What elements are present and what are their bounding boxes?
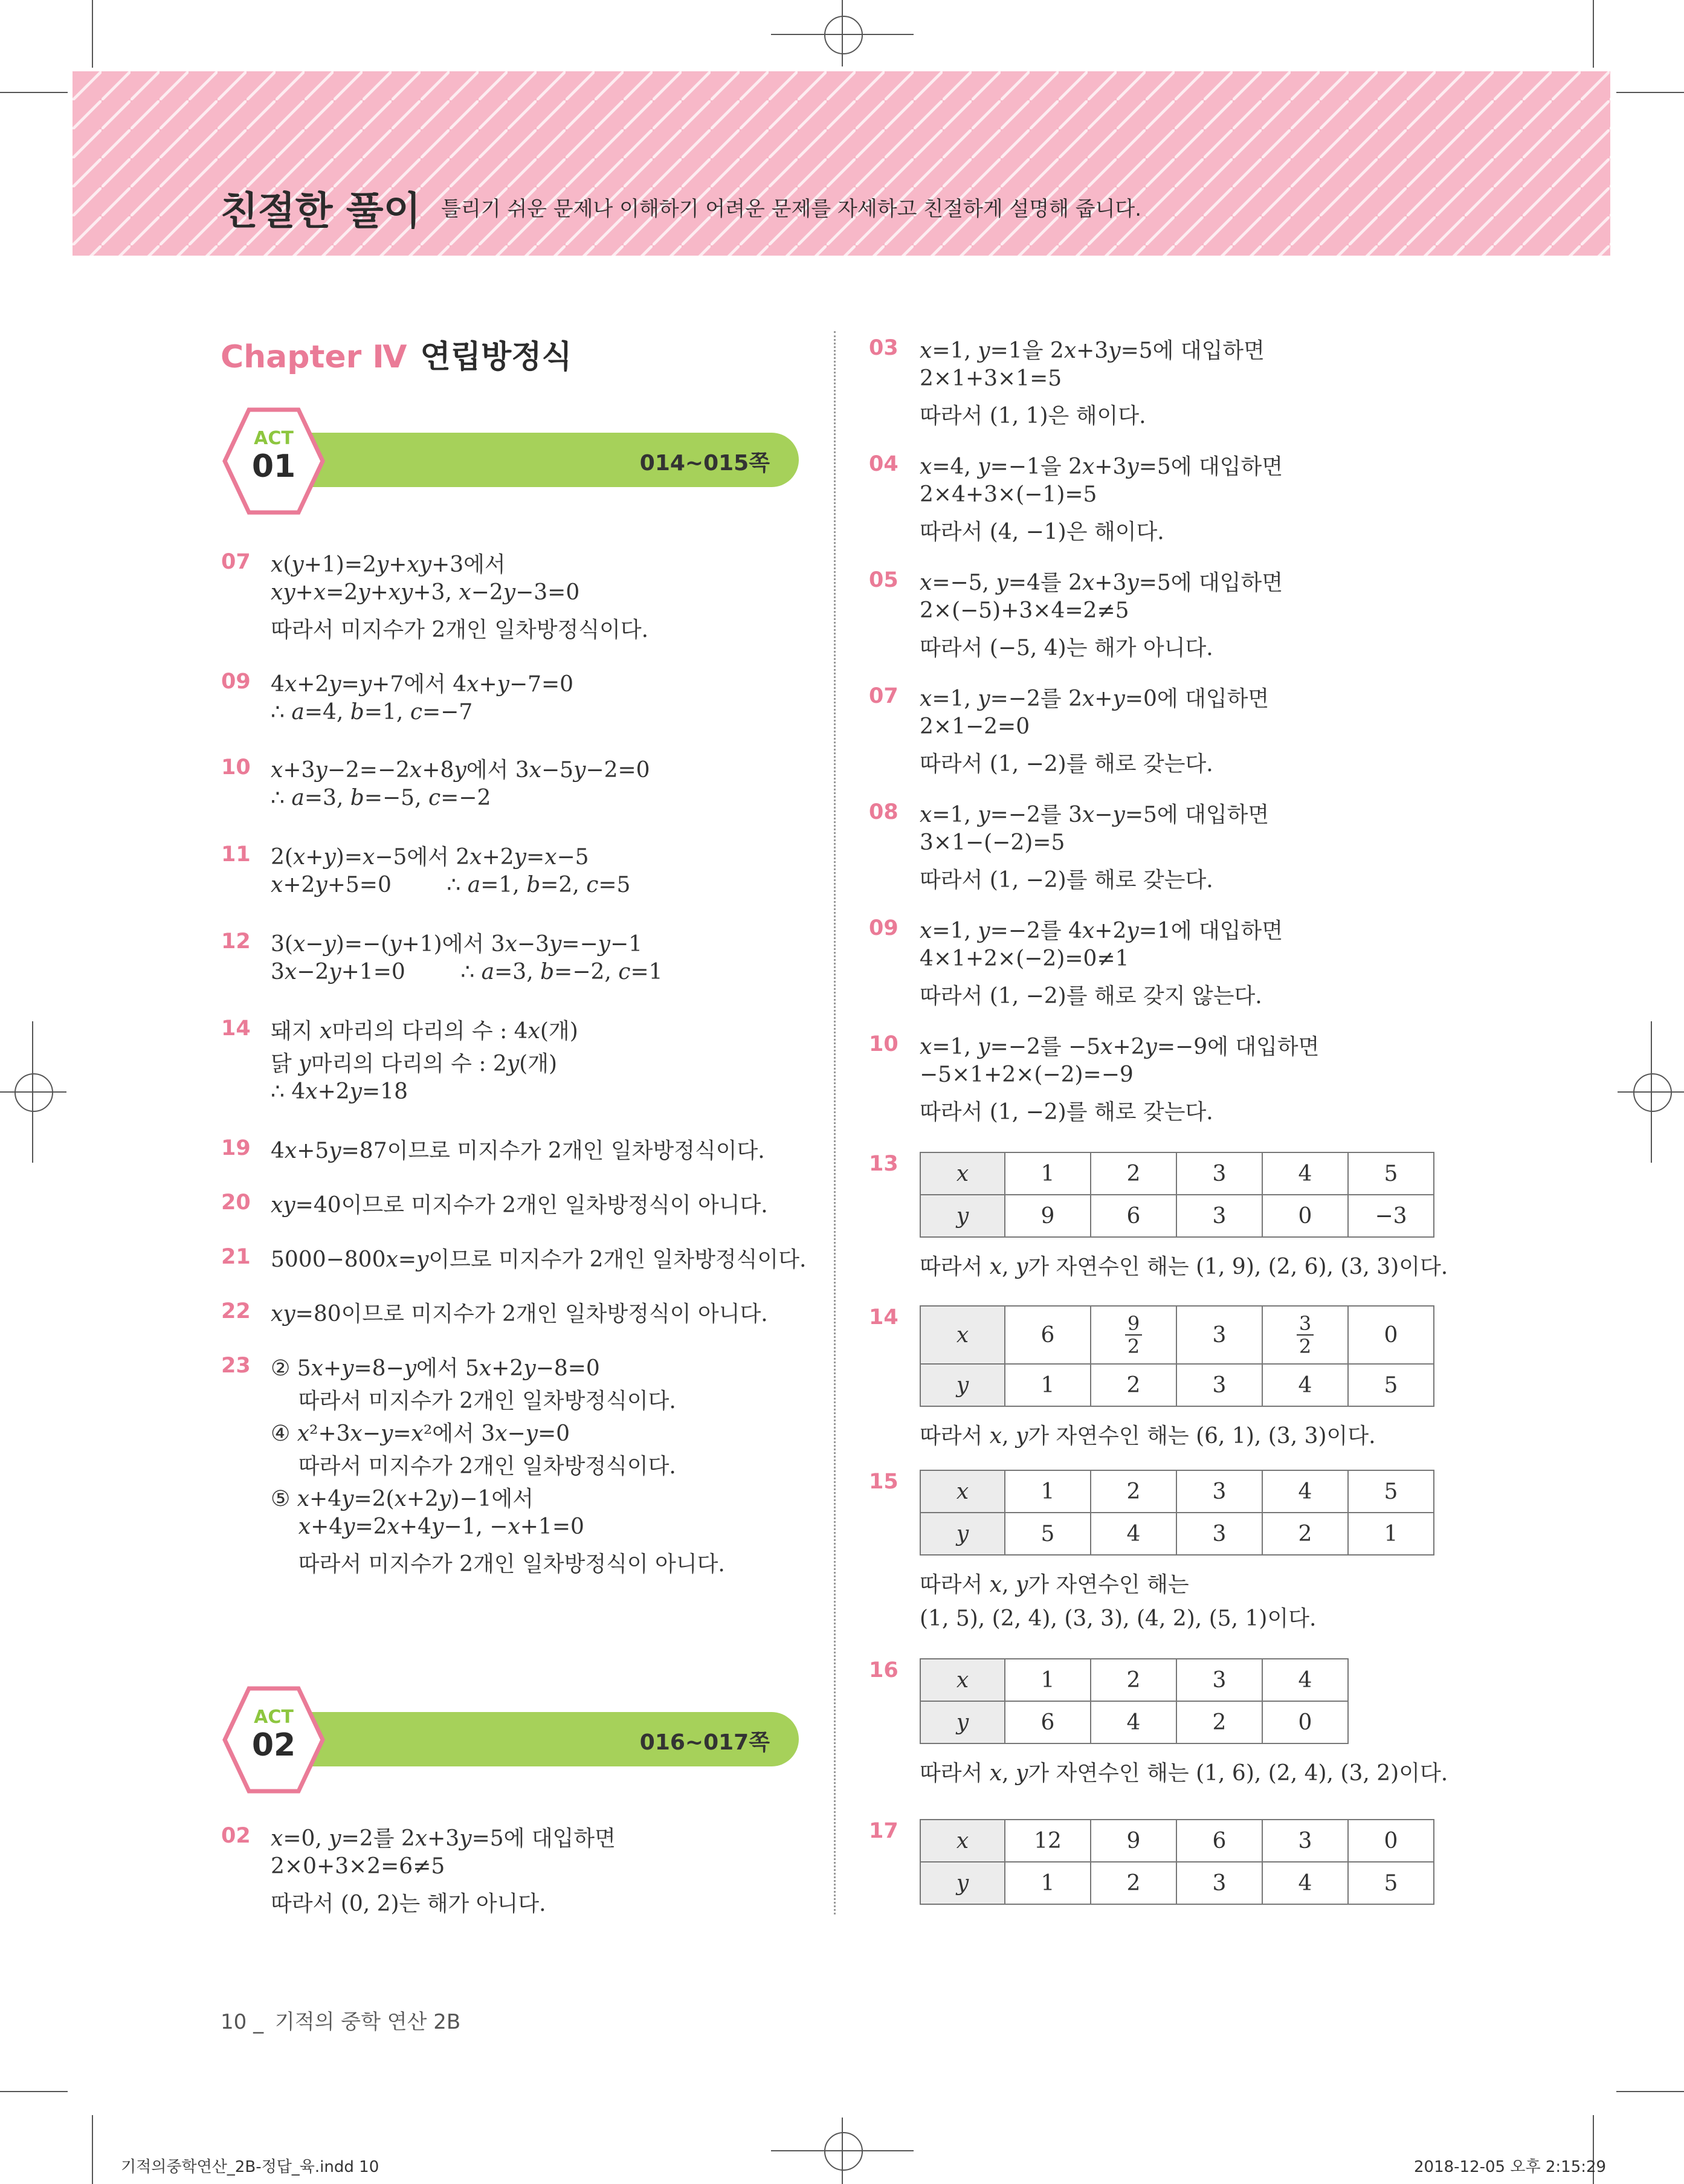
table-cell: 1: [1005, 1364, 1091, 1406]
solution-line: 따라서 (1, −2)를 해로 갖지 않는다.: [920, 984, 1262, 1009]
page-title: 친절한 풀이: [221, 189, 421, 234]
problem-number: 07: [221, 550, 251, 574]
table-header-cell: x: [920, 1659, 1005, 1701]
table-cell: 2: [1176, 1701, 1262, 1743]
table-row: [920, 1820, 1434, 1862]
solution-line: 닭 y마리의 다리의 수 : 2y(개): [271, 1052, 558, 1076]
solution-line: −5×1+2×(−2)=−9: [920, 1062, 1134, 1087]
table-cell: 1: [1005, 1470, 1091, 1513]
table-header-cell: y: [920, 1701, 1005, 1743]
registration-mark: [824, 16, 863, 54]
solution-line: x=1, y=−2를 3x−y=5에 대입하면: [920, 803, 1269, 827]
solution-line: 따라서 (1, 1)은 해이다.: [920, 404, 1146, 428]
solution-line: 4×1+2×(−2)=0≠1: [920, 946, 1129, 971]
registration-line: [32, 1021, 33, 1163]
table-cell: 5: [1005, 1513, 1091, 1555]
table-cell: 2: [1262, 1513, 1348, 1555]
table-cell: 6: [1005, 1306, 1091, 1364]
solution-line: x=4, y=−1을 2x+3y=5에 대입하면: [920, 454, 1283, 479]
solution-line: x=1, y=−2를 −5x+2y=−9에 대입하면: [920, 1035, 1320, 1059]
table-cell: 0: [1262, 1701, 1348, 1743]
table-row: [920, 1470, 1434, 1513]
problem-number: 20: [221, 1191, 251, 1215]
problem-number: 19: [221, 1136, 251, 1160]
table-cell: 1: [1005, 1862, 1091, 1904]
solution-line: xy=80이므로 미지수가 2개인 일차방정식이 아니다.: [271, 1302, 768, 1326]
table-cell: 9: [1091, 1820, 1176, 1862]
table-row: [920, 1659, 1348, 1701]
solution-line: 3×1−(−2)=5: [920, 830, 1065, 855]
table-header-cell: y: [920, 1513, 1005, 1555]
problem-number: 15: [869, 1470, 898, 1494]
chapter-title: 연립방정식: [420, 339, 572, 375]
problem-number: 22: [221, 1299, 251, 1323]
solution-line: 2×0+3×2=6≠5: [271, 1854, 445, 1879]
registration-mark: [824, 2132, 863, 2171]
table-cell: 3: [1176, 1195, 1262, 1237]
table-cell: 1: [1005, 1152, 1091, 1195]
table-row: [920, 1701, 1348, 1743]
problem-number: 23: [221, 1354, 251, 1378]
value-table: [920, 1819, 1434, 1905]
table-cell: 6: [1091, 1195, 1176, 1237]
table-cell: 3: [1176, 1364, 1262, 1406]
solution-line: x=1, y=−2를 2x+y=0에 대입하면: [920, 687, 1269, 711]
table-cell: 3: [1176, 1513, 1262, 1555]
table-cell: 3: [1176, 1306, 1262, 1364]
conclusion-line: 따라서 x, y가 자연수인 해는: [920, 1572, 1189, 1597]
crop-mark: [1616, 92, 1684, 93]
table-row: [920, 1862, 1434, 1904]
problem-number: 14: [869, 1305, 898, 1329]
solution-line: x=1, y=1을 2x+3y=5에 대입하면: [920, 338, 1265, 363]
solution-line: ∴ a=4, b=1, c=−7: [271, 700, 473, 725]
solution-line: xy+x=2y+xy+3, x−2y−3=0: [271, 580, 580, 605]
solution-line: x=0, y=2를 2x+3y=5에 대입하면: [271, 1826, 616, 1851]
conclusion-line: 따라서 x, y가 자연수인 해는 (6, 1), (3, 3)이다.: [920, 1424, 1376, 1449]
table-cell: 0: [1348, 1306, 1434, 1364]
table-cell: 5: [1348, 1152, 1434, 1195]
table-header-cell: y: [920, 1195, 1005, 1237]
table-cell: 9: [1005, 1195, 1091, 1237]
conclusion-line: 따라서 x, y가 자연수인 해는 (1, 9), (2, 6), (3, 3)이다.: [920, 1255, 1448, 1279]
table-cell: 4: [1262, 1659, 1348, 1701]
act-number: 01: [251, 448, 296, 485]
solution-line: 2(x+y)=x−5에서 2x+2y=x−5: [271, 845, 589, 870]
value-table: [920, 1658, 1349, 1744]
table-cell: 12: [1005, 1820, 1091, 1862]
act-pages: 014~015쪽: [639, 451, 770, 476]
act-number: 02: [251, 1727, 296, 1763]
problem-number: 10: [869, 1032, 898, 1056]
table-cell: 3: [1176, 1470, 1262, 1513]
solution-line: 5000−800x=y이므로 미지수가 2개인 일차방정식이다.: [271, 1247, 807, 1272]
table-header-cell: x: [920, 1470, 1005, 1513]
act-label: ACT: [254, 428, 294, 449]
table-cell: 2: [1091, 1659, 1176, 1701]
solution-line: x=−5, y=4를 2x+3y=5에 대입하면: [920, 570, 1283, 595]
conclusion-line: 따라서 x, y가 자연수인 해는 (1, 6), (2, 4), (3, 2)이다.: [920, 1761, 1448, 1786]
problem-number: 21: [221, 1245, 251, 1269]
table-cell: 3: [1176, 1152, 1262, 1195]
problem-number: 11: [221, 842, 251, 867]
slug-file: 기적의중학연산_2B-정답_육.indd 10: [121, 2158, 379, 2176]
act-label: ACT: [254, 1707, 294, 1728]
problem-number: 05: [869, 568, 898, 592]
table-cell: 2: [1091, 1862, 1176, 1904]
table-cell: 2: [1091, 1470, 1176, 1513]
problem-number: 08: [869, 800, 898, 824]
table-cell: −3: [1348, 1195, 1434, 1237]
solution-line: 3(x−y)=−(y+1)에서 3x−3y=−y−1: [271, 932, 643, 957]
solution-line: 따라서 미지수가 2개인 일차방정식이다.: [271, 618, 649, 642]
table-header-cell: x: [920, 1306, 1005, 1364]
solution-line: 따라서 미지수가 2개인 일차방정식이 아니다.: [271, 1552, 725, 1577]
value-table: [920, 1305, 1434, 1407]
solution-line: xy=40이므로 미지수가 2개인 일차방정식이 아니다.: [271, 1193, 768, 1218]
table-cell: 4: [1262, 1152, 1348, 1195]
problem-number: 04: [869, 452, 898, 476]
footer-separator: _: [253, 2010, 264, 2034]
table-row: [920, 1364, 1434, 1406]
solution-line: 따라서 미지수가 2개인 일차방정식이다.: [271, 1389, 676, 1413]
chapter-heading: [221, 331, 572, 376]
table-header-cell: x: [920, 1152, 1005, 1195]
solution-line: ⑤ x+4y=2(x+2y)−1에서: [271, 1487, 534, 1511]
table-cell: 5: [1348, 1364, 1434, 1406]
table-cell: 4: [1091, 1513, 1176, 1555]
registration-line: [842, 0, 843, 66]
page-number: 10: [221, 2010, 247, 2034]
solution-line: x(y+1)=2y+xy+3에서: [271, 552, 506, 577]
table-header-cell: y: [920, 1364, 1005, 1406]
solution-line: x+2y+5=0 ∴ a=1, b=2, c=5: [271, 873, 631, 897]
solution-line: ∴ a=3, b=−5, c=−2: [271, 786, 491, 810]
solution-line: 따라서 (0, 2)는 해가 아니다.: [271, 1892, 546, 1916]
table-cell: 6: [1176, 1820, 1262, 1862]
solution-line: 4x+5y=87이므로 미지수가 2개인 일차방정식이다.: [271, 1139, 765, 1163]
table-cell: 1: [1348, 1513, 1434, 1555]
problem-number: 07: [869, 684, 898, 708]
crop-mark: [92, 0, 93, 68]
page-subtitle: 틀리기 쉬운 문제나 이해하기 어려운 문제를 자세하고 친절하게 설명해 줍니다.: [441, 197, 1142, 221]
table-cell: 6: [1005, 1701, 1091, 1743]
problem-number: 09: [869, 916, 898, 940]
problem-number: 16: [869, 1658, 898, 1682]
table-cell: 4: [1262, 1470, 1348, 1513]
solution-line: 3x−2y+1=0 ∴ a=3, b=−2, c=1: [271, 960, 663, 984]
solution-line: ② 5x+y=8−y에서 5x+2y−8=0: [271, 1356, 600, 1381]
table-cell: 1: [1005, 1659, 1091, 1701]
act-bar-02: [266, 1712, 799, 1766]
solution-line: 2×1+3×1=5: [920, 366, 1062, 391]
crop-mark: [92, 2115, 93, 2184]
problem-number: 17: [869, 1819, 898, 1843]
chapter-label: Chapter Ⅳ: [221, 339, 407, 375]
registration-mark: [15, 1073, 53, 1112]
table-cell: 5: [1348, 1470, 1434, 1513]
value-table: [920, 1152, 1434, 1238]
table-cell: 5: [1348, 1862, 1434, 1904]
table-cell: 0: [1348, 1820, 1434, 1862]
table-cell: 3: [1176, 1659, 1262, 1701]
registration-mark: [1633, 1073, 1672, 1112]
table-header-cell: x: [920, 1820, 1005, 1862]
solution-line: x=1, y=−2를 4x+2y=1에 대입하면: [920, 919, 1283, 943]
solution-line: 따라서 (1, −2)를 해로 갖는다.: [920, 1100, 1213, 1125]
table-cell: 2: [1091, 1152, 1176, 1195]
table-cell: [1262, 1306, 1348, 1364]
registration-line: [0, 1091, 66, 1093]
book-title: 기적의 중학 연산 2B: [274, 2010, 461, 2034]
registration-line: [1651, 1021, 1652, 1163]
problem-number: 12: [221, 929, 251, 954]
table-cell: 0: [1262, 1195, 1348, 1237]
solution-line: 4x+2y=y+7에서 4x+y−7=0: [271, 672, 574, 697]
crop-mark: [0, 92, 68, 93]
slug-datetime: 2018-12-05 오후 2:15:29: [1414, 2158, 1607, 2176]
act-pages: 016~017쪽: [639, 1730, 770, 1755]
table-row: [920, 1195, 1434, 1237]
solution-line: 따라서 (4, −1)은 해이다.: [920, 520, 1164, 544]
crop-mark: [1616, 2091, 1684, 2092]
crop-mark: [0, 2091, 68, 2092]
conclusion-line: (1, 5), (2, 4), (3, 3), (4, 2), (5, 1)이다.: [920, 1606, 1317, 1631]
solution-line: x+4y=2x+4y−1, −x+1=0: [298, 1514, 584, 1539]
solution-line: ④ x²+3x−y=x²에서 3x−y=0: [271, 1421, 570, 1446]
solution-line: 따라서 미지수가 2개인 일차방정식이다.: [271, 1454, 676, 1479]
problem-number: 02: [221, 1824, 251, 1848]
problem-number: 10: [221, 755, 251, 780]
fraction: $\frac{9}{2}$: [1125, 1314, 1142, 1356]
table-cell: 4: [1262, 1862, 1348, 1904]
registration-line: [842, 2118, 843, 2184]
table-header-cell: y: [920, 1862, 1005, 1904]
crop-mark: [1593, 0, 1594, 68]
table-row: [920, 1306, 1434, 1364]
column-divider: [834, 331, 836, 1914]
table-row: [920, 1152, 1434, 1195]
table-cell: [1091, 1306, 1176, 1364]
page-footer: [221, 2005, 460, 2035]
table-cell: 3: [1176, 1862, 1262, 1904]
table-cell: 4: [1091, 1701, 1176, 1743]
table-cell: 4: [1262, 1364, 1348, 1406]
solution-line: x+3y−2=−2x+8y에서 3x−5y−2=0: [271, 758, 650, 783]
solution-line: 따라서 (1, −2)를 해로 갖는다.: [920, 868, 1213, 893]
solution-line: 돼지 x마리의 다리의 수 : 4x(개): [271, 1019, 578, 1044]
problem-number: 14: [221, 1016, 251, 1041]
table-cell: 3: [1262, 1820, 1348, 1862]
solution-line: 2×4+3×(−1)=5: [920, 482, 1097, 507]
fraction: $\frac{3}{2}$: [1297, 1314, 1314, 1356]
problem-number: 09: [221, 670, 251, 694]
act-bar-01: [266, 433, 799, 487]
table-row: [920, 1513, 1434, 1555]
solution-line: 2×1−2=0: [920, 714, 1030, 739]
solution-line: 2×(−5)+3×4=2≠5: [920, 598, 1129, 623]
problem-number: 13: [869, 1152, 898, 1176]
problem-number: 03: [869, 336, 898, 360]
solution-line: 따라서 (1, −2)를 해로 갖는다.: [920, 752, 1213, 777]
table-cell: 2: [1091, 1364, 1176, 1406]
value-table: [920, 1470, 1434, 1556]
solution-line: ∴ 4x+2y=18: [271, 1079, 408, 1104]
solution-line: 따라서 (−5, 4)는 해가 아니다.: [920, 636, 1213, 661]
